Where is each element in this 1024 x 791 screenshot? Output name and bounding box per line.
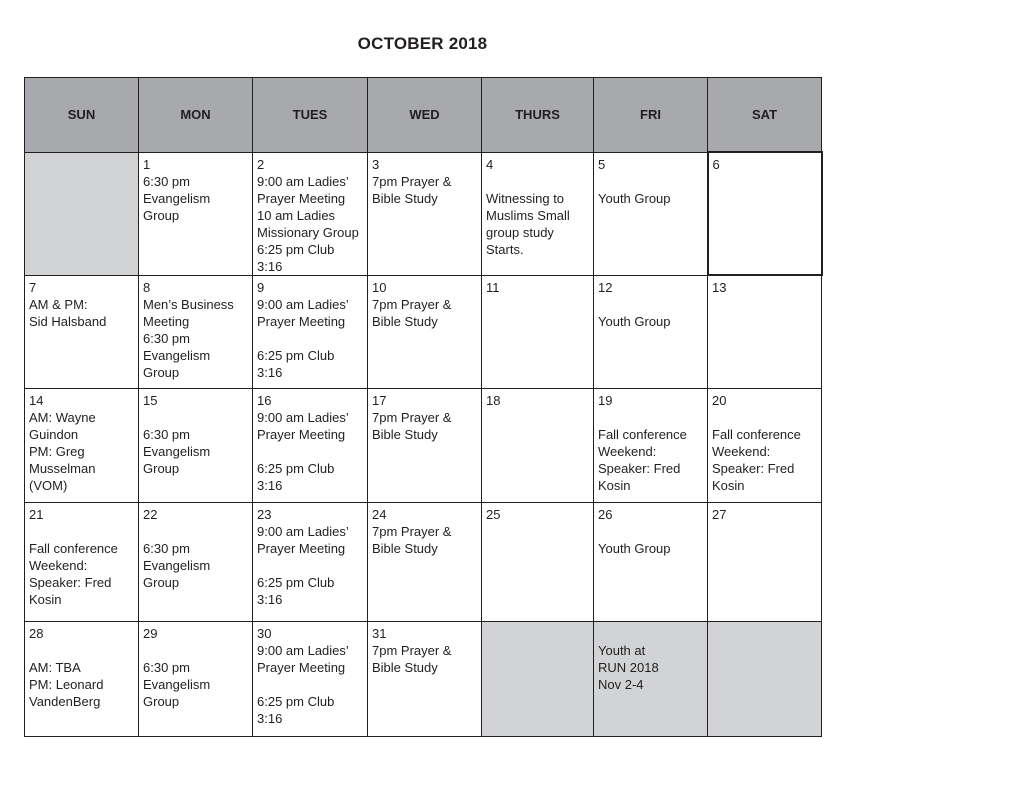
day-number: 4 [486, 156, 494, 172]
day-cell-content [139, 622, 252, 710]
day-number: 23 [257, 506, 272, 522]
event-text: Youth Group [598, 313, 671, 329]
day-cell [594, 502, 708, 621]
day-cell [708, 152, 822, 275]
event-text: AM: Wayne Guindon PM: Greg Musselman (VOM) [29, 409, 96, 493]
event-text: Witnessing to Muslims Small group study Starts. [486, 190, 570, 257]
day-number: 8 [143, 279, 151, 295]
day-cell-content [708, 622, 821, 625]
day-cell-content [482, 389, 593, 409]
event-text: 6:30 pm Evangelism Group [143, 426, 211, 476]
event-text: AM: TBA PM: Leonard VandenBerg [29, 659, 104, 709]
day-number: 6 [712, 157, 720, 172]
day-cell-content [253, 389, 367, 494]
weekday-header: TUES [253, 78, 368, 153]
day-cell-content [253, 503, 367, 608]
event-text: 9:00 am Ladies’ Prayer Meeting 6:25 pm Club 3:16 [257, 409, 349, 493]
day-cell [368, 502, 482, 621]
day-cell [253, 388, 368, 502]
event-text: 9:00 am Ladies’ Prayer Meeting 6:25 pm Club 3:16 [257, 642, 349, 726]
day-cell-content [25, 389, 138, 494]
day-cell [594, 275, 708, 388]
day-number: 16 [257, 392, 272, 408]
week-row [25, 502, 822, 621]
day-number: 3 [372, 156, 380, 172]
day-cell [253, 502, 368, 621]
week-row [25, 388, 822, 502]
event-text: Fall conference Weekend: Speaker: Fred Kosin [598, 426, 687, 493]
day-number: 12 [598, 279, 613, 295]
day-cell-content [709, 153, 821, 173]
day-cell [482, 275, 594, 388]
day-number: 24 [372, 506, 387, 522]
event-text: 9:00 am Ladies’ Prayer Meeting 6:25 pm Club 3:16 [257, 296, 349, 380]
day-cell [594, 152, 708, 275]
event-text: Youth Group [598, 540, 671, 556]
day-number: 15 [143, 392, 158, 408]
day-cell-content [139, 276, 252, 381]
day-cell-content [368, 276, 481, 330]
day-cell-content [25, 503, 138, 608]
day-cell [139, 621, 253, 736]
day-cell [708, 388, 822, 502]
event-text: 7pm Prayer & Bible Study [372, 642, 452, 675]
weekday-header-row [25, 78, 822, 153]
day-number: 13 [712, 280, 727, 295]
weekday-header: WED [368, 78, 482, 153]
day-cell-content [482, 622, 593, 625]
event-text: Fall conference Weekend: Speaker: Fred Kosin [712, 426, 801, 493]
day-cell-content [25, 622, 138, 710]
event-text: Men’s Business Meeting 6:30 pm Evangelism Group [143, 296, 234, 380]
day-cell [253, 275, 368, 388]
day-cell-content [594, 503, 707, 557]
day-number: 9 [257, 279, 265, 295]
day-cell [368, 275, 482, 388]
event-text: 9:00 am Ladies’ Prayer Meeting 10 am Ladies Missionary Group 6:25 pm Club 3:16 [257, 173, 359, 274]
day-cell [368, 621, 482, 736]
day-number: 22 [143, 506, 158, 522]
day-cell [253, 152, 368, 275]
day-cell-content [253, 622, 367, 727]
day-cell-content [139, 153, 252, 224]
day-number: 27 [712, 506, 727, 522]
day-cell [482, 388, 594, 502]
day-number: 5 [598, 156, 606, 172]
day-number: 29 [143, 625, 158, 641]
event-text: 7pm Prayer & Bible Study [372, 173, 452, 206]
event-text: 6:30 pm Evangelism Group [143, 540, 211, 590]
event-text: 7pm Prayer & Bible Study [372, 409, 452, 442]
day-cell [708, 621, 822, 736]
day-cell-content [253, 153, 367, 275]
day-number: 28 [29, 625, 44, 641]
event-text: 7pm Prayer & Bible Study [372, 296, 452, 329]
calendar-title: OCTOBER 2018 [357, 34, 488, 53]
day-cell-content [368, 389, 481, 443]
day-cell [482, 502, 594, 621]
day-cell [139, 388, 253, 502]
calendar-grid [24, 77, 823, 737]
day-cell [139, 275, 253, 388]
day-cell-content [594, 153, 707, 207]
day-cell-content [368, 503, 481, 557]
event-text: 7pm Prayer & Bible Study [372, 523, 452, 556]
day-number: 26 [598, 506, 613, 522]
day-cell-content [368, 622, 481, 676]
event-text: 6:30 pm Evangelism Group [143, 659, 211, 709]
day-cell-content [594, 622, 707, 693]
day-cell [482, 152, 594, 275]
day-number: 7 [29, 279, 37, 295]
day-number: 30 [257, 625, 272, 641]
day-number: 31 [372, 625, 387, 641]
weekday-header: FRI [594, 78, 708, 153]
day-cell-content [25, 276, 138, 330]
event-text: Fall conference Weekend: Speaker: Fred Kosin [29, 540, 118, 607]
day-number: 25 [486, 506, 501, 522]
day-cell [482, 621, 594, 736]
day-cell [25, 502, 139, 621]
weekday-header: SAT [708, 78, 822, 153]
day-cell-content [594, 276, 707, 330]
day-cell [25, 275, 139, 388]
event-text: 6:30 pm Evangelism Group [143, 173, 211, 223]
day-cell-content [708, 276, 821, 296]
day-number: 11 [486, 279, 500, 295]
day-cell [139, 152, 253, 275]
day-cell-content [253, 276, 367, 381]
event-text: AM & PM: Sid Halsband [29, 296, 107, 329]
day-cell [253, 621, 368, 736]
week-row [25, 275, 822, 388]
weekday-header: SUN [25, 78, 139, 153]
day-cell [708, 502, 822, 621]
day-number: 20 [712, 392, 727, 408]
day-cell-content [368, 153, 481, 207]
weekday-header: THURS [482, 78, 594, 153]
day-cell [25, 388, 139, 502]
day-number: 18 [486, 392, 501, 408]
day-number: 19 [598, 392, 613, 408]
day-cell-content [482, 153, 593, 258]
day-number: 2 [257, 156, 265, 172]
day-cell [25, 621, 139, 736]
day-cell-content [708, 503, 821, 523]
day-number: 21 [29, 506, 44, 522]
weekday-header: MON [139, 78, 253, 153]
day-cell-content [594, 389, 707, 494]
event-text: Youth at RUN 2018 Nov 2-4 [598, 642, 659, 692]
week-row [25, 152, 822, 275]
day-cell [368, 152, 482, 275]
week-row [25, 621, 822, 736]
day-number: 17 [372, 392, 387, 408]
day-cell [368, 388, 482, 502]
day-cell [139, 502, 253, 621]
day-cell-content [139, 503, 252, 591]
day-number: 14 [29, 392, 44, 408]
day-cell [594, 621, 708, 736]
day-cell [594, 388, 708, 502]
day-number: 10 [372, 279, 387, 295]
day-cell [25, 152, 139, 275]
day-cell-content [482, 276, 593, 296]
day-cell-content [708, 389, 821, 494]
day-number: 1 [143, 156, 151, 172]
day-cell-content [482, 503, 593, 523]
day-cell-content [139, 389, 252, 477]
event-text: Youth Group [598, 190, 671, 206]
day-cell [708, 275, 822, 388]
day-cell-content [25, 153, 138, 156]
event-text: 9:00 am Ladies’ Prayer Meeting 6:25 pm Club 3:16 [257, 523, 349, 607]
